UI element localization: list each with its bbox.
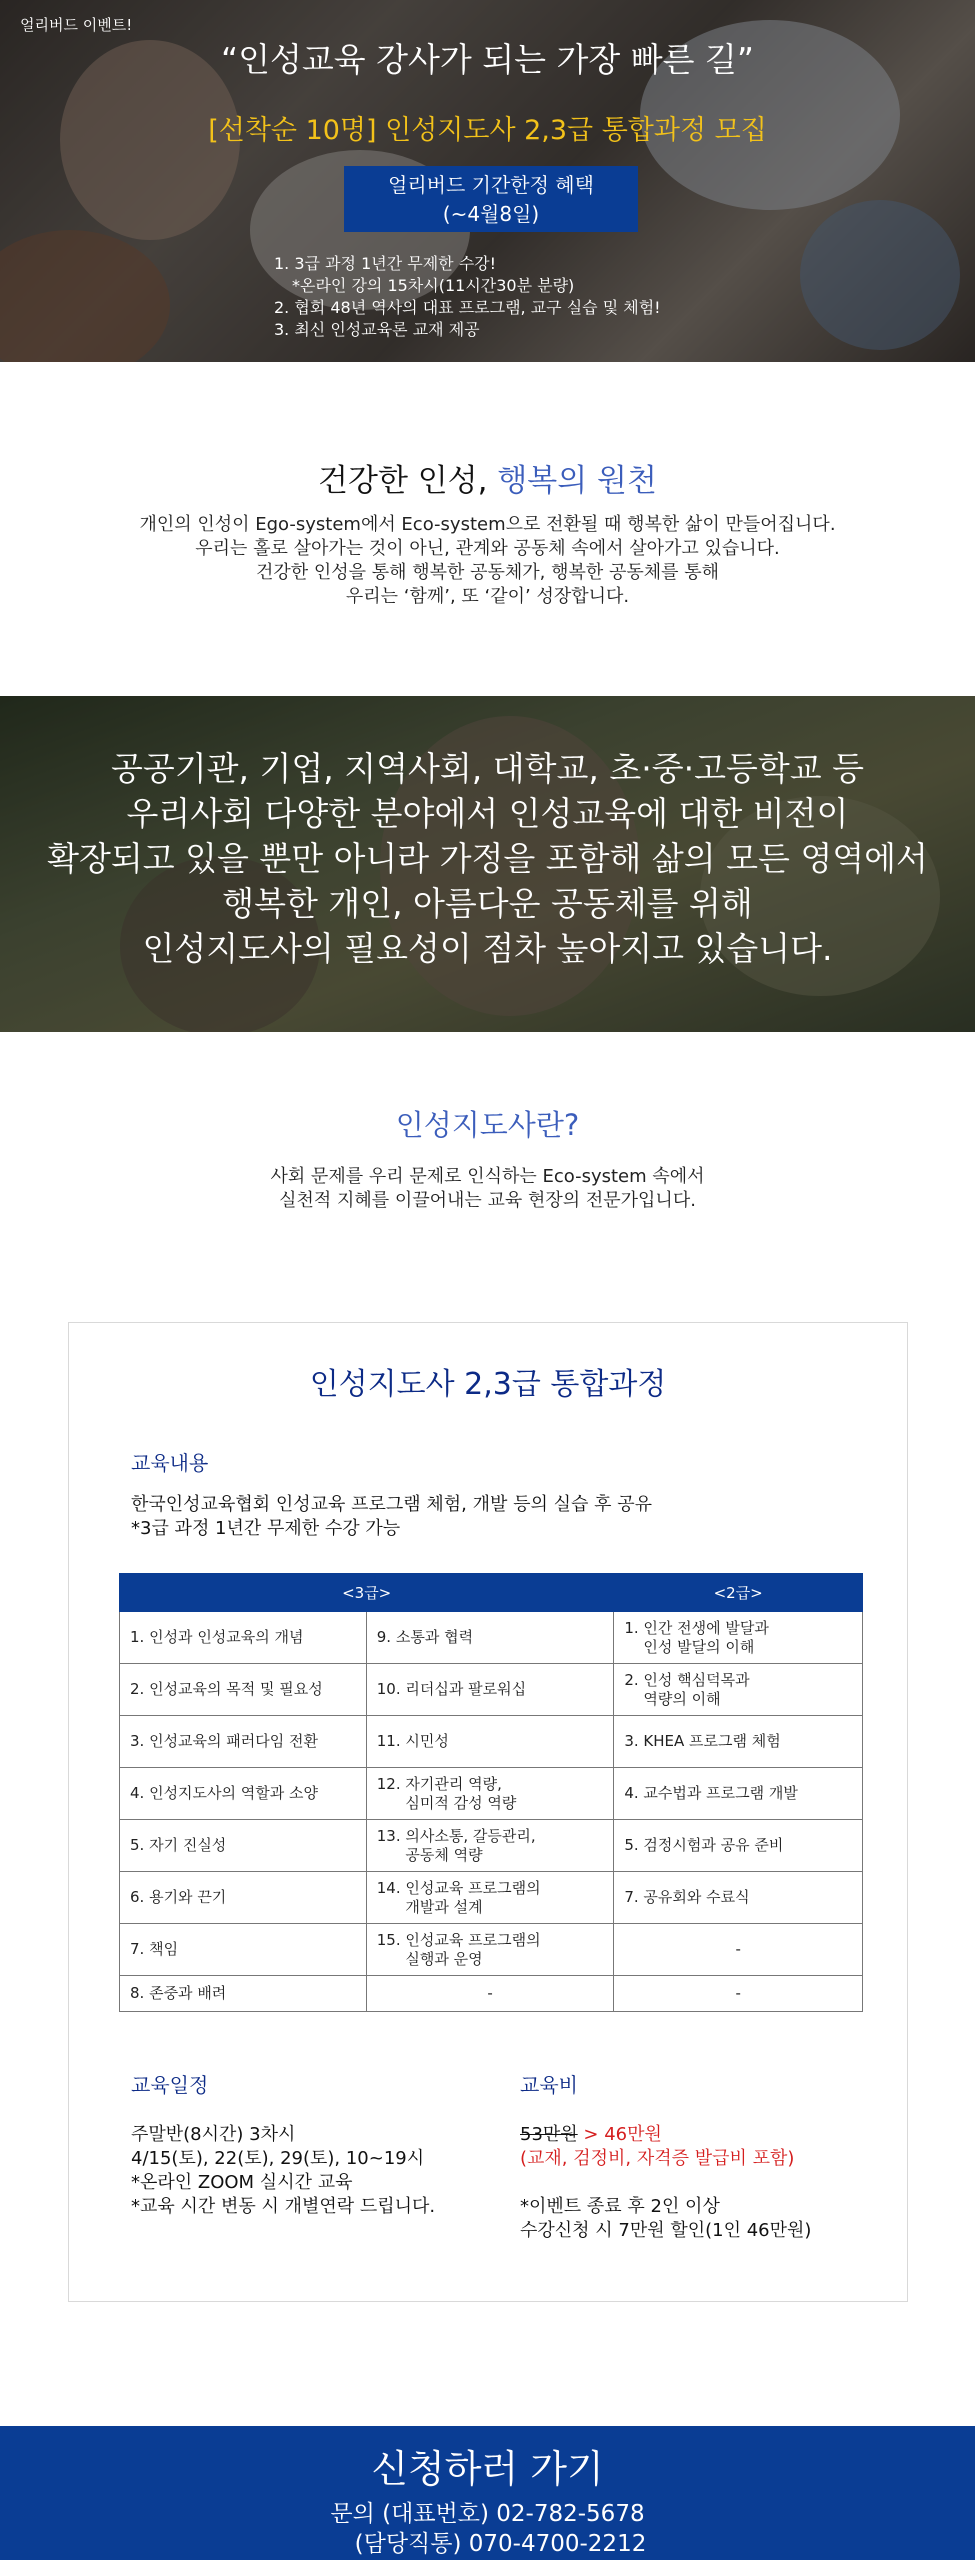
fee-heading: 교육비 <box>520 2073 578 2097</box>
table-cell: 6. 용기와 끈기 <box>120 1872 367 1924</box>
intro-body <box>0 513 975 609</box>
table-cell: 5. 검정시험과 공유 준비 <box>614 1820 863 1872</box>
table-cell: 14. 인성교육 프로그램의 개발과 설계 <box>366 1872 614 1924</box>
schedule-line: *온라인 ZOOM 실시간 교육 <box>131 2172 353 2193</box>
intro-line: 우리는 홀로 살아가는 것이 아닌, 관계와 공동체 속에서 살아가고 있습니다. <box>195 538 780 559</box>
vision-line: 우리사회 다양한 분야에서 인성교육에 대한 비전이 <box>126 794 849 833</box>
contact-main: 문의 (대표번호) 02-782-5678 <box>330 2501 645 2527</box>
table-cell: 4. 인성지도사의 역할과 소양 <box>120 1768 367 1820</box>
table-row <box>120 1976 863 2012</box>
benefit-item: *온라인 강의 15차시(11시간30분 분량) <box>292 276 575 295</box>
table-cell: 2. 인성교육의 목적 및 필요성 <box>120 1664 367 1716</box>
fee-price <box>520 2123 811 2147</box>
table-cell: 2. 인성 핵심덕목과 역량의 이해 <box>614 1664 863 1716</box>
intro-title <box>0 455 975 500</box>
table-cell: 1. 인성과 인성교육의 개념 <box>120 1612 367 1664</box>
table-cell: 1. 인간 전생에 발달과 인성 발달의 이해 <box>614 1612 863 1664</box>
table-row <box>120 1664 863 1716</box>
course-card <box>68 1322 908 2302</box>
curriculum-body <box>120 1612 863 2012</box>
vision-line: 확장되고 있을 뿐만 아니라 가정을 포함해 삶의 모든 영역에서 <box>47 839 928 878</box>
about-line: 사회 문제를 우리 문제로 인식하는 Eco-system 속에서 <box>270 1166 705 1187</box>
vision-line: 행복한 개인, 아름다운 공동체를 위해 <box>222 884 753 923</box>
fee-body <box>520 2123 811 2243</box>
table-cell: 7. 책임 <box>120 1924 367 1976</box>
curriculum-table <box>119 1573 863 2012</box>
fee-includes: (교재, 검정비, 자격증 발급비 포함) <box>520 2148 795 2169</box>
benefit-list <box>274 253 661 341</box>
about-title: 인성지도사란? <box>395 1108 580 1142</box>
early-bird-label: 얼리버드 기간한정 혜택 <box>388 173 594 197</box>
fee-new: 46만원 <box>604 2124 662 2145</box>
intro-title-plain: 건강한 인성, <box>318 463 498 499</box>
table-row <box>120 1612 863 1664</box>
intro-title-accent: 행복의 원천 <box>497 463 657 499</box>
table-cell: 7. 공유회와 수료식 <box>614 1872 863 1924</box>
intro-line: 우리는 ‘함께’, 또 ‘같이’ 성장합니다. <box>345 586 630 607</box>
hero-title: “인성교육 강사가 되는 가장 빠른 길” <box>221 40 754 79</box>
table-cell: 11. 시민성 <box>366 1716 614 1768</box>
event-tag: 얼리버드 이벤트! <box>20 16 133 34</box>
about-line: 실천적 지혜를 이끌어내는 교육 현장의 전문가입니다. <box>279 1190 696 1211</box>
table-cell: 12. 자기관리 역량, 심미적 감성 역량 <box>366 1768 614 1820</box>
table-row <box>120 1716 863 1768</box>
table-row <box>120 1872 863 1924</box>
table-cell: 4. 교수법과 프로그램 개발 <box>614 1768 863 1820</box>
table-cell: 13. 의사소통, 갈등관리, 공동체 역량 <box>366 1820 614 1872</box>
benefit-item: 2. 협회 48년 역사의 대표 프로그램, 교구 실습 및 체험! <box>274 298 661 317</box>
hero-subtitle: [선착순 10명] 인성지도사 2,3급 통합과정 모집 <box>208 115 767 146</box>
early-bird-badge <box>344 166 638 232</box>
course-title: 인성지도사 2,3급 통합과정 <box>309 1367 667 1402</box>
grade2-header: <2급> <box>614 1574 863 1612</box>
intro-line: 개인의 인성이 Ego-system에서 Eco-system으로 전환될 때 행복한 삶이 만들어집니다. <box>139 514 836 535</box>
fee-old: 53만원 <box>520 2124 578 2145</box>
table-header-row <box>120 1574 863 1612</box>
table-cell: - <box>614 1976 863 2012</box>
table-row <box>120 1820 863 1872</box>
content-heading: 교육내용 <box>131 1451 209 1475</box>
vision-banner <box>0 696 975 1032</box>
fee-arrow: > <box>577 2124 605 2145</box>
schedule-body <box>131 2123 435 2219</box>
schedule-line: *교육 시간 변동 시 개별연락 드립니다. <box>131 2196 436 2217</box>
vision-text <box>0 746 975 971</box>
table-cell: 8. 존중과 배려 <box>120 1976 367 2012</box>
hero-banner <box>0 0 975 362</box>
schedule-line: 주말반(8시간) 3차시 <box>131 2124 296 2145</box>
table-cell: - <box>614 1924 863 1976</box>
table-cell: - <box>366 1976 614 2012</box>
about-body <box>0 1165 975 1213</box>
apply-footer[interactable] <box>0 2426 975 2560</box>
early-bird-deadline: (~4월8일) <box>442 202 540 226</box>
table-cell: 3. KHEA 프로그램 체험 <box>614 1716 863 1768</box>
vision-line: 인성지도사의 필요성이 점차 높아지고 있습니다. <box>142 929 833 968</box>
vision-line: 공공기관, 기업, 지역사회, 대학교, 초·중·고등학교 등 <box>111 749 864 788</box>
table-row <box>120 1768 863 1820</box>
apply-button[interactable]: 신청하러 가기 <box>371 2447 604 2491</box>
benefit-item: 3. 최신 인성교육론 교재 제공 <box>274 320 480 339</box>
table-cell: 9. 소통과 협력 <box>366 1612 614 1664</box>
table-cell: 15. 인성교육 프로그램의 실행과 운영 <box>366 1924 614 1976</box>
intro-line: 건강한 인성을 통해 행복한 공동체가, 행복한 공동체를 통해 <box>255 562 720 583</box>
contact-direct: (담당직통) 070-4700-2212 <box>354 2531 647 2557</box>
fee-note: *이벤트 종료 후 2인 이상 <box>520 2196 720 2217</box>
benefit-item: 1. 3급 과정 1년간 무제한 수강! <box>274 254 497 273</box>
table-cell: 10. 리더십과 팔로워십 <box>366 1664 614 1716</box>
fee-note: 수강신청 시 7만원 할인(1인 46만원) <box>520 2220 812 2241</box>
content-line: *3급 과정 1년간 무제한 수강 가능 <box>131 1518 401 1539</box>
grade3-header: <3급> <box>120 1574 614 1612</box>
table-cell: 3. 인성교육의 패러다임 전환 <box>120 1716 367 1768</box>
table-row <box>120 1924 863 1976</box>
content-body <box>131 1493 652 1541</box>
content-line: 한국인성교육협회 인성교육 프로그램 체험, 개발 등의 실습 후 공유 <box>131 1494 652 1515</box>
table-cell: 5. 자기 진실성 <box>120 1820 367 1872</box>
schedule-line: 4/15(토), 22(토), 29(토), 10~19시 <box>131 2148 425 2169</box>
schedule-heading: 교육일정 <box>131 2073 209 2097</box>
